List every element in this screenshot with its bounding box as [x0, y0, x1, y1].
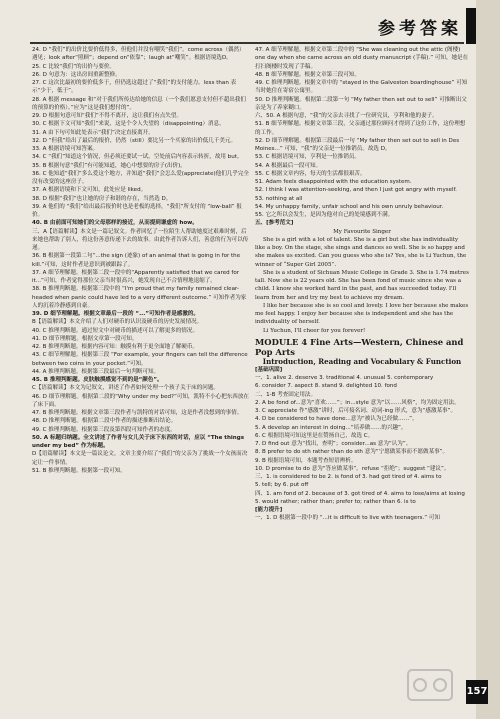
left-line: 39. A 他们的 “我们”给出最后报价时也是老板的选择，“我们”所支付的 “low-ball” 报价。 [32, 203, 242, 218]
left-line: 36. C 他知道“我们”多么爱这个地方，并知道“我们”会怎么爱(appreciate)他们几乎完全没有改变的这座房子。 [32, 170, 249, 185]
left-line: 24. D “我们”的出价比要价低得多，但他们并没有嘲笑“我们”。come across（偶然）遇见；look after“照顾”；depend on“依靠”；laugh at“嘲笑”。根据语境选D。 [32, 47, 245, 62]
right-line: 48. B 细节理解题。根据文章第三段可知。 [255, 71, 360, 78]
left-line: 33. A 根据语境可知答案。 [32, 146, 99, 152]
essay-paragraph: I like her because she is so cool and lovely. I love her because she makes me feel happy. I enjoy her because she is independent and she has the individuality of herself. [255, 302, 469, 326]
module-title: MODULE 4 Fine Arts—Western, Chinese and Pop Arts [255, 336, 464, 357]
essay-paragraph: Li Yuchun, I'll cheer for you forever! [263, 327, 366, 334]
sample-essay-heading: 五、[参考范文] [255, 220, 294, 227]
right-line: 一、1. alive 2. deserve 3. traditional 4. unusual 5. contemporary [255, 375, 434, 381]
left-line: 43. C 细节理解题。根据第三段 “For example, your fingers can tell the difference between two coins in your pocket.”可知。 [32, 352, 248, 367]
left-line: 26. D 句意为：这出房间重新整修。 [32, 71, 121, 78]
right-line: 49. C 推理判断题。根据文章中的 “stayed in the Galveston boardinghouse” 可知当时她住在寄宿公寓里。 [255, 80, 468, 95]
section-heading: 45. B 推理判断题。皮肤触摸感觉不到的是“颜色”。 [32, 377, 163, 383]
right-line: 50. D 推理判断题。根据第二段第一句 “My father then set out to sell” 可推断出父亲是为了养家糊口。 [255, 96, 467, 111]
right-line: 二、1-B 考查固定用法。 [255, 391, 317, 398]
left-line: 38. D 根据“我们”也让她的房子和谐的存在，当然选 D。 [32, 195, 172, 202]
left-line: 38. B 推理判断题。根据第三段中的 “I'm proud that my family remained clear-headed when panic could have led to a very different outcome.” 可知作者为家人的沉着冷静感到自豪。 [32, 286, 247, 309]
left-line: 27. C 这次比最初的要价低多于，但仍选这超过了“我们”的支付能力。less than 表示“少于，低于”。 [32, 80, 237, 95]
essay-paragraph: She is a girl with a lot of talent. She is a girl but she has individuality like a boy. On the stage, she sings and dances so well. She is so happy and she makes us excited. Can you guess who she is? Yes, she is Li Yuchun, the winner of “Super Girl 2005”. [255, 236, 467, 268]
module-subtitle: Introduction, Reading and Vocabulary & Function [262, 356, 462, 366]
section-heading: 40. B 由前面可知她们的父母那样的接近，从而提到谦虚的 how。 [32, 220, 198, 227]
right-line: 51. B 细节理解题。根据文章第三段，父亲通过那位顾问才得到了这份工作，这份理想的工作。 [255, 121, 466, 136]
left-line: 28. A 根据 message 和“对于我们所传达给她的信息（一个我们愿意支付但不超出我们的预算的价格）。”应为“这是我们想付的”。 [32, 96, 246, 111]
right-line: 54. My unhappy family, unfair school and his own unruly behaviour. [255, 203, 444, 210]
left-line: 49. C 推理判断题。根据第三段及第四段可知作者的态度。 [32, 426, 176, 433]
left-line: 44. A 推理判断题。根据第三段最后一句判断可知。 [32, 368, 160, 375]
left-line: 三、A【语篇解读】本文是一篇记叙文。作者回忆了一位陌生人帮助她度过艰难时刻，后来她也帮助了别人，将这份善意传递下去的故事。由此作者告诉人们，善意的行为可以传递。 [32, 228, 249, 251]
left-line: B【语篇解读】本文介绍了人们对硬币的认识及硬币的历史发展情况。 [32, 319, 203, 326]
right-line: 5. A develop an interest in doing...“培养做……的兴趣”。 [255, 424, 407, 431]
left-line: 41. D 细节理解题。根据文章第一段可知。 [32, 335, 138, 342]
right-line: 55. 它之所以会发生，是因为他对自己的处境感到不满。 [255, 212, 394, 218]
section-tag: [能力提升] [255, 507, 283, 513]
right-line: 9. B 根据语境可知，本题考查短语辨析。 [255, 457, 357, 464]
left-line: 37. A 根据语境和下文可知，此处应是 liked。 [32, 187, 147, 194]
right-line: 6. consider 7. aspect 8. stand 9. delighted 10. fond [255, 383, 397, 390]
right-line: 6. C 根据语境可知这里是在赞扬自己，故选 C。 [255, 432, 374, 439]
section-heading: 50. A 标题归纳题。全文讲述了作者与女儿关于床下东西的对话，应以 “The things under my bed” 作为标题。 [32, 434, 245, 449]
left-line: 40. C 推理判断题。通过短文中对硬币的描述可以了解更多的情况。 [32, 327, 198, 334]
right-line: 55. C 根据文章内容，每天的生活都很艰苦。 [255, 170, 366, 177]
left-line: 51. B 推理判断题。根据第一段可知。 [32, 467, 126, 474]
right-column [255, 46, 469, 523]
left-line: 32. D “但我”给出了最后的报价，仍然（still）要比另一个买家的出价低几千美元。 [32, 137, 237, 144]
right-line: 10. D promise to do 意为“答应做某事”。refuse “拒绝”；suggest “建议”。 [255, 465, 450, 472]
right-line: 5. would rather; rather than; prefer to; rather than 6. is to [255, 498, 416, 505]
left-line: D【语篇解读】本文是一篇议论文。文章主要介绍了“我们”的父亲为了挑战一个女孩而决定让一件事情。 [32, 451, 248, 466]
left-line: 47. B 推理判断题。根据文章第三段作者与凯特的对话可知，这是作者没想到的事情。 [32, 410, 243, 416]
right-line: 52. D 细节理解题。根据第三段最后一句 “My father then set out to sell in Des Moines...” 可知，“我”的父亲是一位推销员。故选 D。 [255, 137, 460, 152]
left-line: 34. C “我们”知道这个情况，但必须还要试一试。空处前后内容表示转折，故用 but。 [32, 154, 243, 161]
left-line: 37. A 细节理解题。根据第二段一段中的“Apparently satisfied that we cared for it...”可知，作者觉得那位父亲当时很高兴，她发现自己不合情理地退缩了。 [32, 269, 240, 284]
left-line: 46. D 细节理解题。根据第二段的“Why under my bed?”可知，凯特不小心把东西放在了床下面。 [32, 393, 249, 408]
page-header [0, 0, 500, 40]
right-line: 2. A be fond of...意为“喜欢……”；in...style 意为“以……风格”，均为固定用法。 [255, 399, 460, 406]
right-line: 三、1. is considered to be 2. is fond of 3. had got tired of 4. aims to [255, 474, 442, 480]
section-heading: 39. D 细节理解题。根据文章最后一段的 “...”可知作者是感激的。 [32, 311, 199, 317]
header-rule [30, 42, 464, 44]
page-number: 157 [466, 680, 488, 704]
right-line: 7. D find out 意为“找出，查明”；consider...as 意为“认为”。 [255, 441, 412, 447]
right-line: 51. Adam feels disappointed with the education system. [255, 179, 412, 185]
left-line: 25. C 比较“我们”的出价与要价。 [32, 63, 115, 70]
left-line: 48. D 推理判断题。根据第二段中作者的描述推断出结论。 [32, 418, 177, 425]
right-line: 一、1. D 根据第一段中的 “...it is difficult to live with teenagers.” 可知 [255, 515, 440, 522]
left-column [32, 46, 250, 475]
right-line: 52. I think I was attention-seeking, and then I just got angry with myself. [255, 187, 457, 194]
essay-paragraph: She is a student of Sichuan Music College in Grade 3. She is 1.74 metres tall. Now she is 22 years old. She has been fond of music since she was a child. I know she worked hard in the past, and has succeeded today. I'll learn from her and try my best to achieve my dream. [255, 269, 469, 301]
right-line: 53. nothing at all [255, 195, 303, 202]
right-line: 4. D be considered to have done...意为“被认为已经做……”。 [255, 416, 418, 423]
left-line: 42. B 推理判断题。根据内容可知：触摸有利于更全面地了解硬币。 [32, 344, 198, 350]
right-line: 54. A 根据最后一段可知。 [255, 162, 322, 169]
left-line: 31. A 由下句可知此处表示“我们”决定直接离开。 [32, 129, 154, 136]
left-line: 35. B 根据句意“我们”有可能知道，她心中想要的房子(出价)。 [32, 162, 186, 169]
left-line: 29. D 根据句意可知“我们”不得不离开，这让我们有点失望。 [32, 113, 182, 119]
right-line: 53. C 根据语境可知，亨利是一位推销员。 [255, 154, 360, 161]
right-line: 3. C appreciate 作“感激”讲时，后可接名词、动词-ing 形式，意为“感激某事”。 [255, 408, 457, 414]
section-tag: [基础巩固] [255, 366, 283, 373]
header-title: 参考答案 [378, 19, 462, 39]
right-line: 8. B prefer to do sth rather than do sth 意为“宁愿做某事而不愿做某事”。 [255, 449, 449, 456]
right-line: 5. tell; by 6. put off [255, 482, 309, 489]
right-line: 47. A 细节理解题。根据文章第二段中的 “She was cleaning out the attic (阁楼) one day when she came across an old dusty manuscript (手稿).” 可知，她是在打扫阁楼时发现了手稿。 [255, 47, 469, 70]
essay-title: My Favourite Singer [333, 228, 391, 235]
left-line: 36. B 根据第一段第二句“...the sign (迹象) of an animal that is going in for the kill.”可知，这时作者是意识到被跟踪了。 [32, 253, 241, 268]
right-line: 四、1. am fond of 2. because of 3. got tired of 4. aims to lose/aims at losing [255, 490, 465, 497]
right-line: 六、50. A 根据句意，“我”的父亲去寻找了一位研究员，亨利和他的妻子。 [255, 113, 438, 119]
page-side-edge [476, 0, 500, 719]
left-line: C【语篇解读】本文为记叙文，讲述了作者如何处理一个孩子关于床的问题。 [32, 385, 219, 392]
left-line: 30. C 根据下文可知“我们”来说，这是个令人失望的（disappointing）消息。 [32, 121, 225, 128]
